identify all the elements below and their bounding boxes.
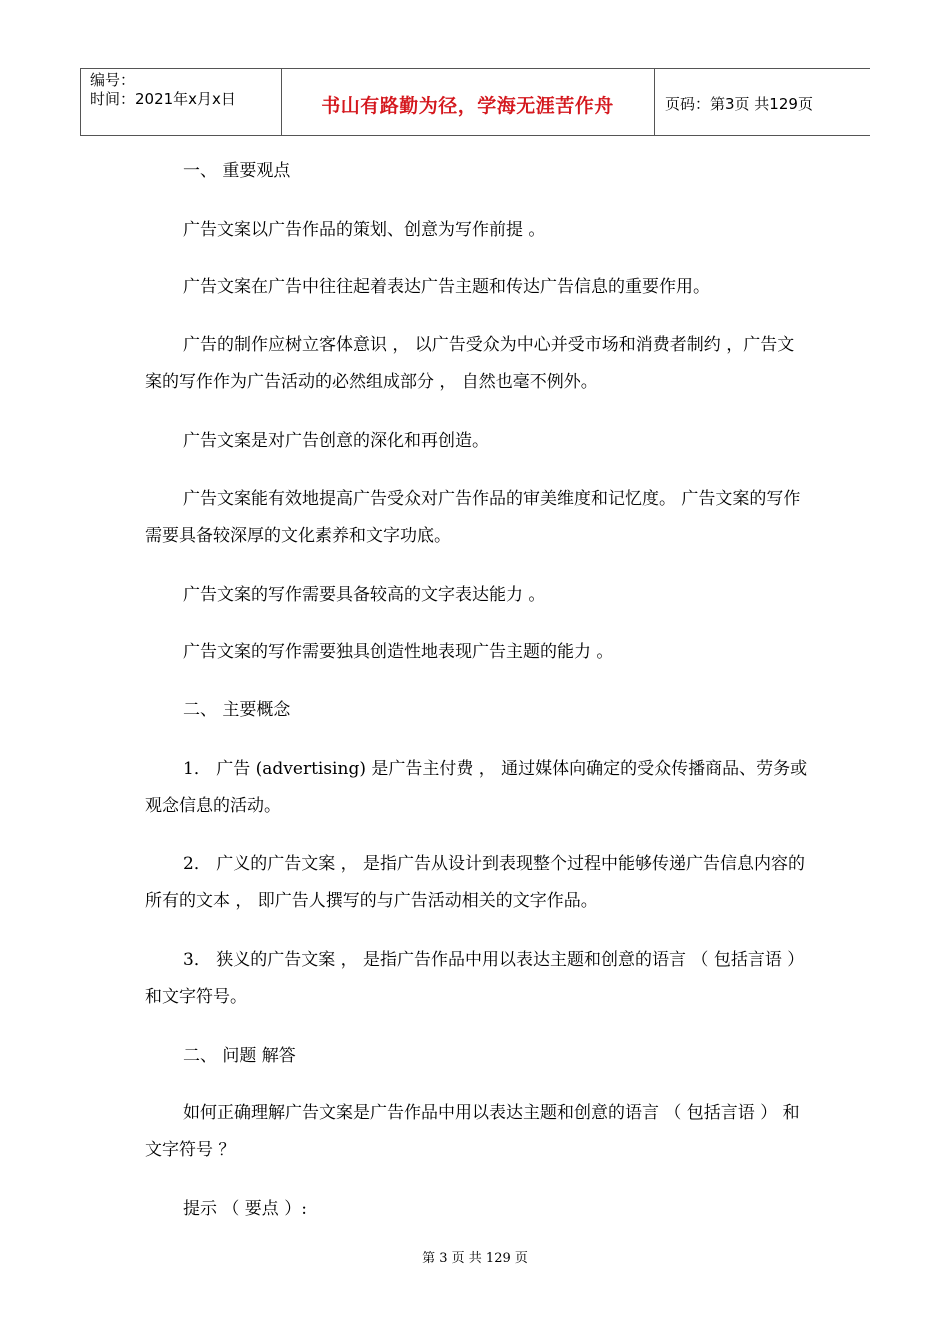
- body-paragraph: 2． 广义的广告文案 ， 是指广告从设计到表现整个过程中能够传递广告信息内容的所有的文本 ， 即广告人撰写的与广告活动相关的文字作品。: [145, 854, 806, 911]
- page-header: [80, 68, 870, 136]
- header-motto: 书山有路勤为径，学海无涯苦作舟: [321, 95, 614, 117]
- page-footer: 第 3 页 共 129 页: [422, 1251, 528, 1266]
- body-paragraph: 广告文案的写作需要具备较高的文字表达能力 。: [183, 585, 546, 605]
- body-paragraph: 3． 狭义的广告文案 ， 是指广告作品中用以表达主题和创意的语言 （ 包括言语 ） 和文字符号。: [145, 950, 805, 1007]
- header-page-info: 页码：第3页 共129页: [665, 95, 813, 113]
- body-paragraph: 广告文案能有效地提高广告受众对广告作品的审美维度和记忆度。 广告文案的写作需要具备较深厚的文化素养和文字功底。: [145, 489, 801, 546]
- doc-code-label: 编号：: [90, 71, 136, 89]
- body-paragraph: 如何正确理解广告文案是广告作品中用以表达主题和创意的语言 （ 包括言语 ） 和文字符号 ？: [145, 1103, 800, 1160]
- header-meta: [90, 71, 236, 109]
- doc-time: 时间：2021年x月x日: [90, 90, 236, 108]
- body-paragraph: 1． 广告 (advertising) 是广告主付费 ， 通过媒体向确定的受众传播商品、劳务或观念信息的活动。: [145, 759, 808, 816]
- body-paragraph: 广告文案以广告作品的策划、创意为写作前提 。: [183, 220, 546, 240]
- body-paragraph: 广告的制作应树立客体意识 ， 以广告受众为中心并受市场和消费者制约 ，广告文案的写作作为广告活动的必然组成部分 ， 自然也毫不例外。: [145, 335, 795, 392]
- body-paragraph: 广告文案在广告中往往起着表达广告主题和传达广告信息的重要作用。: [183, 277, 710, 297]
- section-heading: 一、 重要观点: [183, 161, 291, 181]
- header-divider: [654, 69, 655, 135]
- body-paragraph: 广告文案是对广告创意的深化和再创造。: [183, 431, 489, 451]
- section-heading: 二、 问题 解答: [183, 1046, 296, 1066]
- section-heading: 二、 主要概念: [183, 700, 291, 720]
- body-paragraph: 提示 （ 要点 ）:: [183, 1199, 307, 1219]
- header-divider: [80, 69, 81, 135]
- body-paragraph: 广告文案的写作需要独具创造性地表现广告主题的能力 。: [183, 642, 614, 662]
